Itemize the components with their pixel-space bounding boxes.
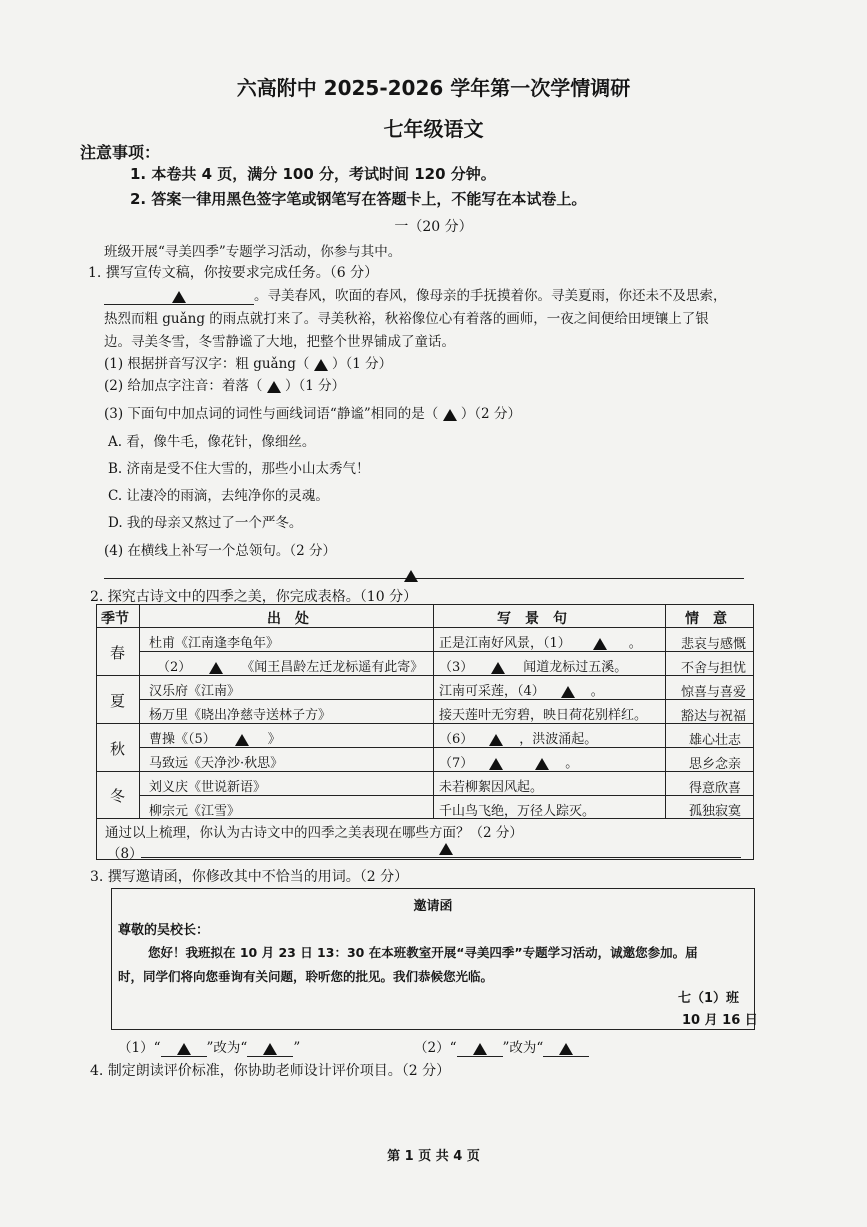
- source-pre: （2）: [157, 660, 192, 675]
- season-summer: 夏: [110, 692, 126, 710]
- source-text: 曹操《（5）: [149, 732, 216, 747]
- mood-text: 惊喜与喜爱: [681, 685, 747, 700]
- answer-text: ”改为“: [206, 1040, 248, 1056]
- exam-subtitle: 七年级语文: [383, 117, 484, 141]
- table-row: [149, 680, 240, 699]
- triangle-marker-icon: [439, 841, 453, 856]
- answer-text: （2）“: [414, 1040, 457, 1056]
- q1-option-b[interactable]: B. 济南是受不住大雪的，那些小山太秀气！: [108, 461, 370, 477]
- answer-blank[interactable]: [473, 732, 519, 748]
- q1-option-c[interactable]: C. 让凄冷的雨滴，去纯净你的灵魂。: [108, 488, 329, 504]
- source-post: 》: [267, 732, 281, 747]
- scene-post: 。: [565, 756, 579, 771]
- notice-item-2: 2. 答案一律用黑色签字笔或钢笔写在答题卡上，不能写在本试卷上。: [130, 190, 587, 208]
- sub1-text: (1) 根据拼音写汉字：粗 guǎng（: [104, 356, 310, 372]
- scene-text: 正是江南好风景，（1）: [439, 636, 571, 651]
- answer-blank[interactable]: [104, 288, 254, 305]
- notice-item-1: 1. 本卷共 4 页，满分 100 分，考试时间 120 分钟。: [130, 165, 496, 183]
- answer-blank[interactable]: [545, 684, 591, 700]
- q3-title: 3. 撰写邀请函，你修改其中不恰当的用词。（2 分）: [90, 869, 409, 885]
- header-season: 季节: [101, 611, 129, 627]
- invitation-signature: 七（1）班: [678, 991, 740, 1006]
- q1-sub4: (4) 在横线上补写一个总领句。（2 分）: [104, 543, 337, 559]
- invitation-salutation: 尊敬的吴校长：: [118, 923, 210, 938]
- triangle-marker-icon: [404, 565, 418, 584]
- table-row: [439, 680, 604, 700]
- table-row: [149, 728, 281, 748]
- answer-blank[interactable]: [519, 756, 565, 772]
- scene-text: 江南可采莲，（4）: [439, 684, 545, 699]
- sub1-score: ）（1 分）: [332, 356, 393, 372]
- source-text: 刘义庆《世说新语》: [149, 780, 267, 795]
- mood-text: 不舍与担忧: [681, 661, 747, 676]
- scene-text: （6）: [439, 732, 474, 747]
- scene-text: 接天莲叶无穷碧，映日荷花别样红。: [439, 708, 648, 723]
- q3-answer-2: [414, 1036, 589, 1057]
- invitation-date: 10 月 16 日: [682, 1013, 758, 1028]
- invitation-body-1: 您好！我班拟在 10 月 23 日 13：30 在本班教室开展“寻美四季”专题学习活动，诚邀您参加。届: [148, 945, 698, 960]
- section-intro: 班级开展“寻美四季”专题学习活动，你参与其中。: [104, 244, 402, 260]
- answer-blank[interactable]: [457, 1040, 503, 1057]
- q1-passage-line-1: [104, 284, 727, 305]
- source-text: 柳宗元《江雪》: [149, 804, 241, 819]
- q3-answer-1: [118, 1036, 300, 1057]
- answer-line[interactable]: [104, 578, 744, 579]
- season-autumn: 秋: [110, 740, 126, 758]
- q2-title: 2. 探究古诗文中的四季之美，你完成表格。（10 分）: [90, 589, 418, 605]
- q4-title: 4. 制定朗读评价标准，你协助老师设计评价项目。（2 分）: [90, 1063, 451, 1079]
- answer-blank[interactable]: [543, 1040, 589, 1057]
- answer-blank[interactable]: [191, 660, 241, 676]
- scene-text: 未若柳絮因风起。: [439, 780, 544, 795]
- answer-text: ”改为“: [502, 1040, 544, 1056]
- answer-blank[interactable]: [571, 636, 629, 652]
- triangle-marker-icon[interactable]: [443, 409, 457, 421]
- scene-text: 千山鸟飞绝，万径人踪灭。: [439, 804, 596, 819]
- source-text: 《闻王昌龄左迁龙标遥有此寄》: [241, 660, 424, 675]
- scene-post: 闻道龙标过五溪。: [523, 660, 628, 675]
- table-row: [439, 728, 597, 748]
- summary-label: （8）: [107, 846, 143, 862]
- answer-blank[interactable]: [161, 1040, 207, 1057]
- answer-line[interactable]: [141, 857, 741, 858]
- mood-text: 雄心壮志: [689, 733, 742, 748]
- triangle-marker-icon: [172, 291, 186, 303]
- q1-passage-line-2: 热烈而粗 guǎng 的雨点就打来了。寻美秋裕，秋裕像位心有着落的画师，一夜之间便给田埂镶上了银: [104, 311, 709, 327]
- table-row: [149, 776, 266, 795]
- q1-title: 1. 撰写宣传文稿，你按要求完成任务。（6 分）: [88, 265, 379, 281]
- seasons-table: [96, 604, 754, 860]
- answer-text: （1）“: [118, 1040, 161, 1056]
- answer-text: ”: [293, 1040, 301, 1056]
- q1-sub1: [104, 352, 392, 372]
- source-text: 杨万里《晓出净慈寺送林子方》: [149, 708, 332, 723]
- table-row: [149, 800, 240, 819]
- season-spring: 春: [110, 644, 126, 662]
- passage-text: 。寻美春风，吹面的春风，像母亲的手抚摸着你。寻美夏雨，你还未不及思索，: [254, 288, 727, 304]
- sub2-score: ）（1 分）: [285, 378, 346, 394]
- scene-post: ，洪波涌起。: [519, 732, 598, 747]
- table-row: [439, 656, 627, 676]
- source-text: 汉乐府《江南》: [149, 684, 241, 699]
- answer-blank[interactable]: [216, 732, 268, 748]
- table-row: [157, 656, 423, 676]
- answer-blank[interactable]: [473, 756, 519, 772]
- mood-text: 悲哀与感慨: [681, 637, 747, 652]
- table-row: [149, 632, 279, 651]
- header-mood: 情 意: [685, 611, 727, 627]
- table-row: [439, 632, 642, 652]
- q1-option-a[interactable]: A. 看，像牛毛，像花针，像细丝。: [108, 434, 316, 450]
- table-row: [149, 752, 283, 771]
- table-row: [149, 704, 331, 723]
- source-text: 杜甫《江南逢李龟年》: [149, 636, 280, 651]
- exam-title: 六高附中 2025-2026 学年第一次学情调研: [236, 76, 631, 100]
- header-scene: 写 景 句: [497, 611, 567, 627]
- scene-text: （7）: [439, 756, 474, 771]
- source-text: 马致远《天净沙·秋思》: [149, 756, 284, 771]
- scene-text: （3）: [439, 660, 474, 675]
- mood-text: 得意欣喜: [689, 781, 742, 796]
- mood-text: 孤独寂寞: [689, 804, 742, 819]
- sub2-text: (2) 给加点字注音：着落（: [104, 378, 263, 394]
- answer-blank[interactable]: [473, 660, 523, 676]
- mood-text: 豁达与祝福: [681, 709, 747, 724]
- q1-passage-line-3: 边。寻美冬雪，冬雪静谧了大地，把整个世界铺成了童话。: [104, 334, 455, 350]
- section-heading: 一（20 分）: [394, 219, 473, 235]
- header-source: 出 处: [267, 611, 309, 627]
- mood-text: 思乡念亲: [689, 757, 742, 772]
- season-winter: 冬: [110, 787, 126, 805]
- scene-post: 。: [628, 636, 642, 651]
- q1-sub3: [104, 402, 521, 422]
- invitation-title: 邀请函: [413, 899, 453, 914]
- answer-blank[interactable]: [247, 1040, 293, 1057]
- sub3-text: (3) 下面句中加点词的词性与画线词语“静谧”相同的是（: [104, 406, 439, 422]
- notice-heading: 注意事项：: [80, 143, 161, 162]
- q1-sub2: [104, 374, 345, 394]
- invitation-body-2: 时，同学们将向您垂询有关问题，聆听您的批见。我们恭候您光临。: [118, 969, 494, 984]
- table-row: [439, 752, 578, 772]
- sub3-score: ）（2 分）: [460, 406, 521, 422]
- page-number: 第 1 页 共 4 页: [387, 1149, 480, 1164]
- triangle-marker-icon[interactable]: [314, 359, 328, 371]
- triangle-marker-icon[interactable]: [267, 381, 281, 393]
- scene-post: 。: [590, 684, 604, 699]
- summary-question: 通过以上梳理，你认为古诗文中的四季之美表现在哪些方面？（2 分）: [105, 825, 523, 841]
- q1-option-d[interactable]: D. 我的母亲又熬过了一个严冬。: [108, 515, 303, 531]
- invitation-letter: [111, 888, 758, 1030]
